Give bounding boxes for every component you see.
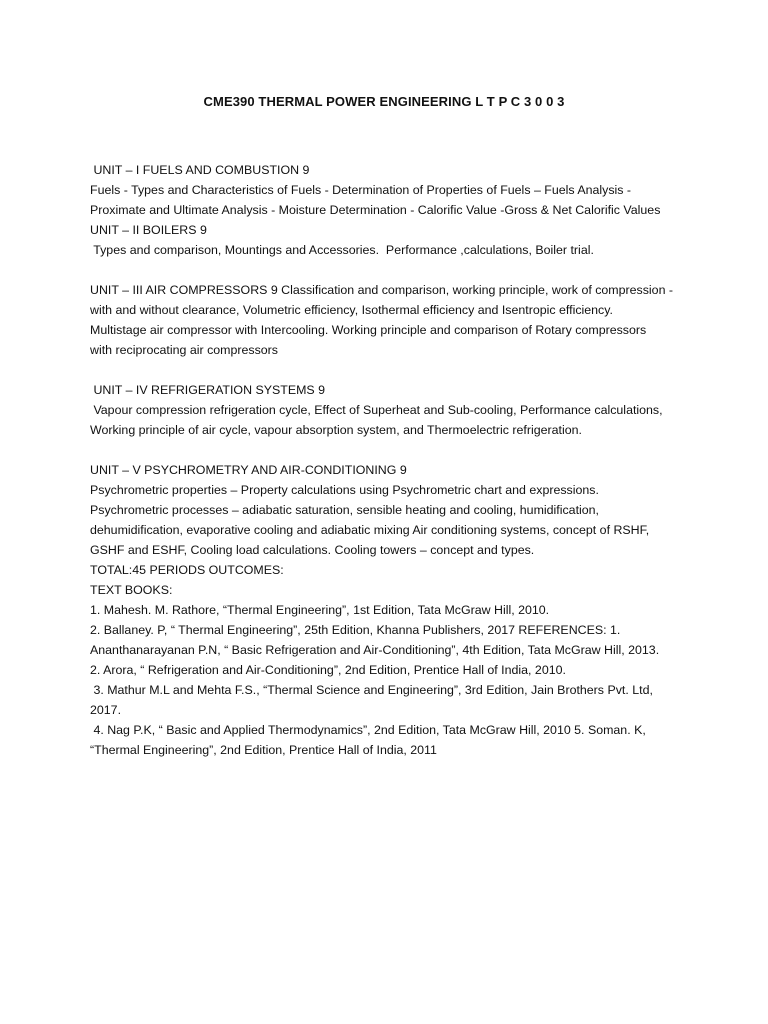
text-line: TEXT BOOKS: (90, 583, 173, 597)
text-line: Proximate and Ultimate Analysis - Moisture Determination - Calorific Value -Gross & Net Calorific Values (90, 203, 661, 217)
text-line: with and without clearance, Volumetric efficiency, Isothermal efficiency and Isentropic efficiency. (90, 303, 613, 317)
blank-line (90, 440, 690, 460)
text-line: UNIT – III AIR COMPRESSORS 9 Classification and comparison, working principle, work of compression - (90, 283, 674, 297)
text-line: 2. Ballaney. P, “ Thermal Engineering”, 25th Edition, Khanna Publishers, 2017 REFERENCES: 1. (90, 623, 621, 637)
text-line: 2017. (90, 703, 122, 717)
text-line: UNIT – I FUELS AND COMBUSTION 9 (90, 163, 310, 177)
blank-line (90, 360, 690, 380)
text-line: UNIT – II BOILERS 9 (90, 223, 207, 237)
text-line: Fuels - Types and Characteristics of Fuels - Determination of Properties of Fuels – Fuels Analysis - (90, 183, 632, 197)
text-line: GSHF and ESHF, Cooling load calculations. Cooling towers – concept and types. (90, 543, 535, 557)
text-line: TOTAL:45 PERIODS OUTCOMES: (90, 563, 284, 577)
text-line: 1. Mahesh. M. Rathore, “Thermal Engineering”, 1st Edition, Tata McGraw Hill, 2010. (90, 603, 550, 617)
text-line: Psychrometric processes – adiabatic saturation, sensible heating and cooling, humidification, (90, 503, 599, 517)
text-line: dehumidification, evaporative cooling and adiabatic mixing Air conditioning systems, concept of RSHF, (90, 523, 650, 537)
text-line: 2. Arora, “ Refrigeration and Air-Conditioning”, 2nd Edition, Prentice Hall of India, 2010. (90, 663, 566, 677)
text-line: Multistage air compressor with Intercooling. Working principle and comparison of Rotary compressors (90, 323, 647, 337)
text-line: 4. Nag P.K, “ Basic and Applied Thermodynamics”, 2nd Edition, Tata McGraw Hill, 2010 5. Soman. K, (90, 723, 646, 737)
text-line: Working principle of air cycle, vapour absorption system, and Thermoelectric refrigeration. (90, 423, 582, 437)
text-line: UNIT – IV REFRIGERATION SYSTEMS 9 (90, 383, 326, 397)
blank-line (90, 260, 690, 280)
text-line: 3. Mathur M.L and Mehta F.S., “Thermal Science and Engineering”, 3rd Edition, Jain Brothers Pvt. Ltd, (90, 683, 653, 697)
text-line: UNIT – V PSYCHROMETRY AND AIR-CONDITIONING 9 (90, 463, 407, 477)
document-body (90, 160, 690, 760)
document-title: CME390 THERMAL POWER ENGINEERING L T P C 3 0 0 3 (203, 94, 565, 109)
text-line: Ananthanarayanan P.N, “ Basic Refrigeration and Air-Conditioning”, 4th Edition, Tata McGraw Hill, 2013. (90, 643, 660, 657)
text-line: Types and comparison, Mountings and Accessories. Performance ,calculations, Boiler trial. (90, 243, 594, 257)
text-line: Psychrometric properties – Property calculations using Psychrometric chart and expressions. (90, 483, 599, 497)
text-line: “Thermal Engineering”, 2nd Edition, Prentice Hall of India, 2011 (90, 743, 437, 757)
text-line: with reciprocating air compressors (90, 343, 278, 357)
text-line: Vapour compression refrigeration cycle, Effect of Superheat and Sub-cooling, Performance calculations, (90, 403, 663, 417)
